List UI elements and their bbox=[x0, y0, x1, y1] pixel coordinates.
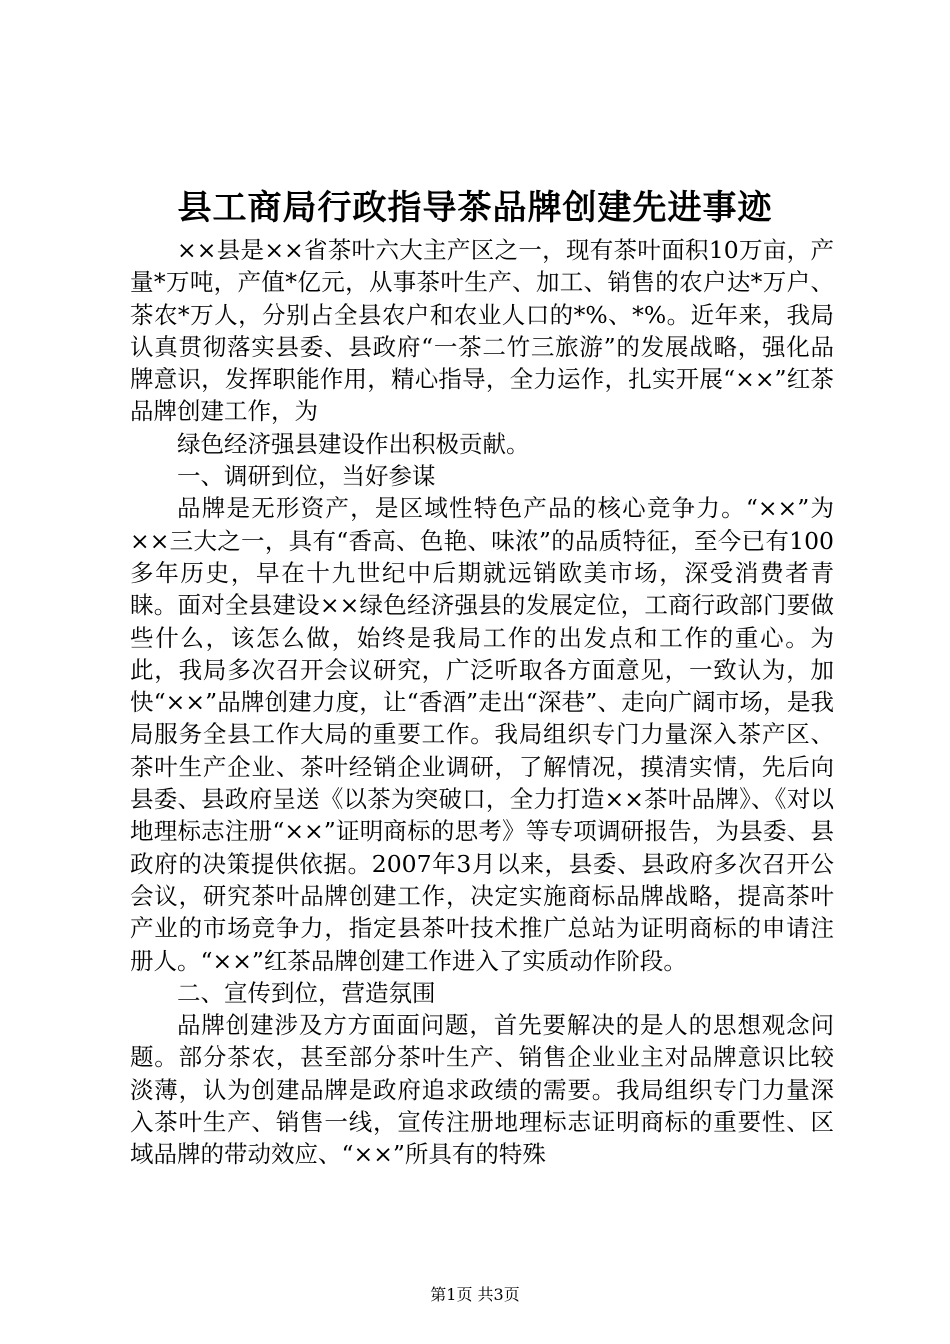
paragraph-section-1: 品牌是无形资产，是区域性特色产品的核心竞争力。“××”为××三大之一，具有“香高、色艳、味浓”的品质特征，至今已有100多年历史，早在十九世纪中后期就远销欧美市场，深受消费者青睐。面对全县建设××绿色经济强县的发展定位，工商行政部门要做些什么，该怎么做，始终是我局工作的出发点和工作的重心。为此，我局多次召开会议研究，广泛听取各方面意见，一致认为，加快“××”品牌创建力度，让“香酒”走出“深巷”、走向广阔市场，是我局服务全县工作大局的重要工作。我局组织专门力量深入茶产区、茶叶生产企业、茶叶经销企业调研，了解情况，摸清实情，先后向县委、县政府呈送《以茶为突破口，全力打造××茶叶品牌》、《对以地理标志注册“××”证明商标的思考》等专项调研报告，为县委、县政府的决策提供依据。2007年3月以来，县委、县政府多次召开公会议，研究茶叶品牌创建工作，决定实施商标品牌战略，提高茶叶产业的市场竞争力，指定县茶叶技术推广总站为证明商标的申请注册人。“××”红茶品牌创建工作进入了实质动作阶段。 bbox=[130, 494, 834, 975]
section-heading-1: 一、调研到位，当好参谋 bbox=[177, 462, 436, 491]
paragraph-intro: ××县是××省茶叶六大主产区之一，现有茶叶面积10万亩，产量*万吨，产值*亿元，从事茶叶生产、加工、销售的农户达*万户、茶农*万人，分别占全县农户和农业人口的*%、*%。近年来，我局认真贯彻落实县委、县政府“一茶二竹三旅游”的发展战略，强化品牌意识，发挥职能作用，精心指导，全力运作，扎实开展“××”红茶品牌创建工作，为 bbox=[130, 236, 834, 426]
page-number-footer: 第1页 共3页 bbox=[430, 1285, 520, 1304]
paragraph-section-2: 品牌创建涉及方方面面问题，首先要解决的是人的思想观念问题。部分茶农，甚至部分茶叶生产、销售企业业主对品牌意识比较淡薄，认为创建品牌是政府追求政绩的需要。我局组织专门力量深入茶叶生产、销售一线，宣传注册地理标志证明商标的重要性、区域品牌的带动效应、“××”所具有的特殊 bbox=[130, 1011, 834, 1169]
document-title: 县工商局行政指导茶品牌创建先进事迹 bbox=[177, 188, 773, 228]
paragraph-intro-continued: 绿色经济强县建设作出积极贡献。 bbox=[177, 429, 530, 458]
section-heading-2: 二、宣传到位，营造氛围 bbox=[177, 978, 436, 1007]
document-body bbox=[130, 234, 834, 1171]
